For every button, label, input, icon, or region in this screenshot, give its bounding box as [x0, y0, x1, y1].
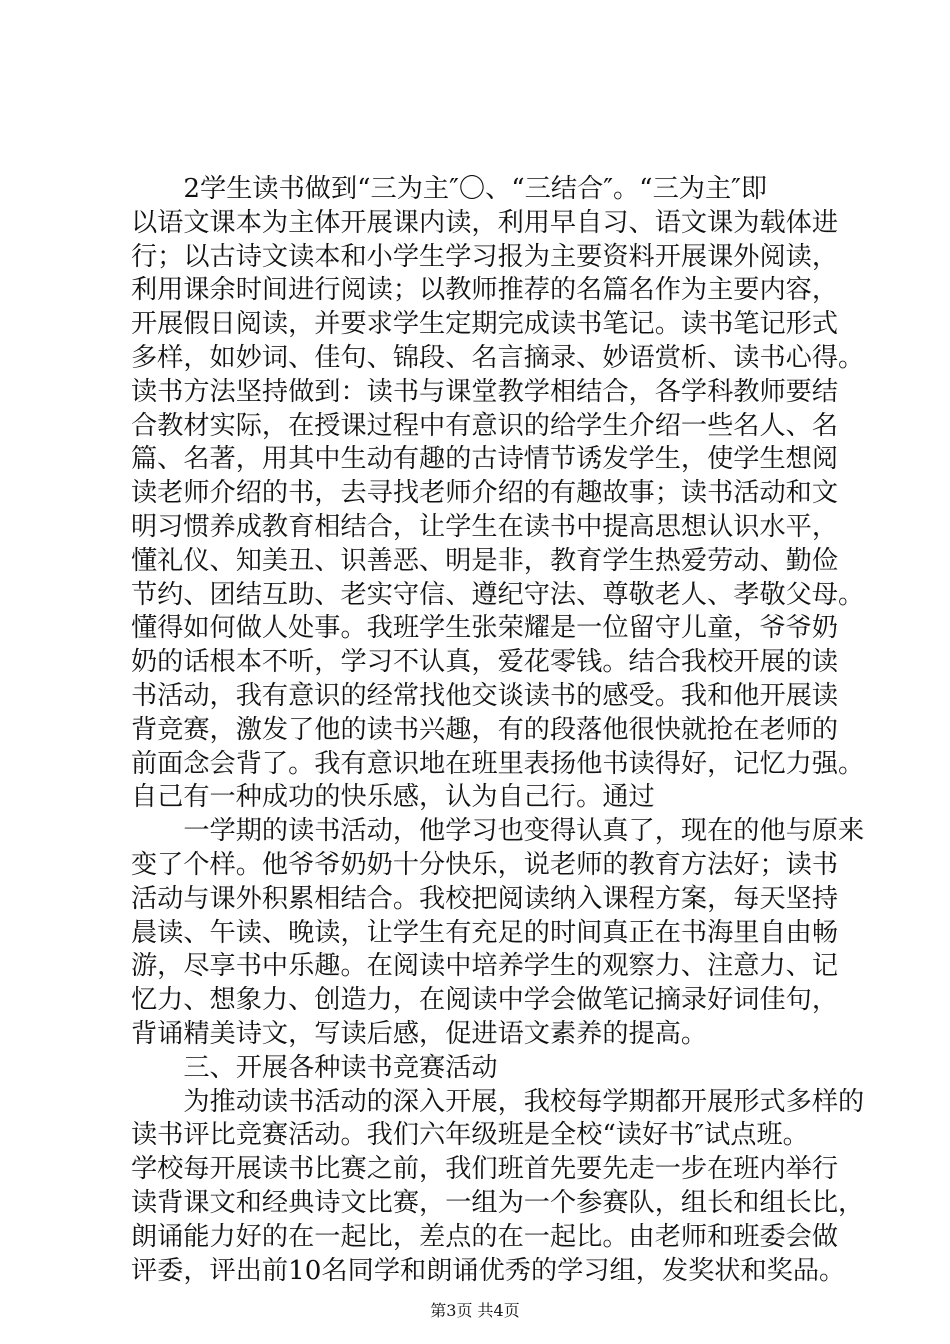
text-line: 读老师介绍的书，去寻找老师介绍的有趣故事；读书活动和文	[131, 478, 839, 509]
text-line: 朗诵能力好的在一起比，差点的在一起比。由老师和班委会做	[131, 1221, 839, 1252]
text-line: 前面念会背了。我有意识地在班里表扬他书读得好，记忆力强。	[131, 748, 865, 779]
text-line: 合教材实际，在授课过程中有意识的给学生介绍一些名人、名	[131, 410, 839, 441]
text-line: 活动与课外积累相结合。我校把阅读纳入课程方案，每天坚持	[131, 883, 839, 914]
text-line: 读背课文和经典诗文比赛，一组为一个参赛队，组长和组长比，	[131, 1187, 865, 1218]
text-line: 开展假日阅读，并要求学生定期完成读书笔记。读书笔记形式	[131, 309, 839, 340]
page-footer: 第3页 共4页	[430, 1301, 520, 1320]
text-line: 学校每开展读书比赛之前，我们班首先要先走一步在班内举行	[131, 1154, 839, 1185]
text-line: 2学生读书做到“三为主″〇、“三结合″。“三为主″即	[131, 174, 768, 204]
text-line: 晨读、午读、晚读，让学生有充足的时间真正在书海里自由畅	[131, 917, 839, 948]
text-line: 行；以古诗文读本和小学生学习报为主要资料开展课外阅读，	[131, 241, 839, 272]
text-line: 忆力、想象力、创造力，在阅读中学会做笔记摘录好词佳句，	[131, 985, 839, 1016]
text-line: 自己有一种成功的快乐感，认为自己行。通过	[131, 782, 655, 813]
text-line: 书活动，我有意识的经常找他交谈读书的感受。我和他开展读	[131, 680, 839, 711]
body-text	[131, 173, 865, 1288]
text-line: 奶的话根本不听，学习不认真，爱花零钱。结合我校开展的读	[131, 647, 839, 678]
text-line: 多样，如妙词、佳句、锦段、名言摘录、妙语赏析、读书心得。	[131, 342, 865, 373]
text-line: 读书评比竞赛活动。我们六年级班是全校“读好书″试点班。	[131, 1120, 809, 1151]
text-line: 懂礼仪、知美丑、识善恶、明是非，教育学生热爱劳动、勤俭	[131, 545, 839, 576]
text-line: 背诵精美诗文，写读后感，促进语文素养的提高。	[131, 1018, 708, 1049]
text-line: 读书方法坚持做到：读书与课堂教学相结合，各学科教师要结	[131, 376, 839, 407]
section-heading: 三、开展各种读书竞赛活动	[131, 1052, 498, 1083]
text-line: 利用课余时间进行阅读；以教师推荐的名篇名作为主要内容，	[131, 275, 839, 306]
text-line: 以语文课本为主体开展课内读，利用早自习、语文课为载体进	[131, 207, 839, 238]
text-line: 节约、团结互助、老实守信、遵纪守法、尊敬老人、孝敬父母。	[131, 579, 865, 610]
text-line: 为推动读书活动的深入开展，我校每学期都开展形式多样的	[131, 1086, 865, 1117]
text-line: 游，尽享书中乐趣。在阅读中培养学生的观察力、注意力、记	[131, 951, 839, 982]
text-line: 一学期的读书活动，他学习也变得认真了，现在的他与原来	[131, 816, 865, 847]
text-line: 变了个样。他爷爷奶奶十分快乐，说老师的教育方法好；读书	[131, 849, 839, 880]
text-line: 懂得如何做人处事。我班学生张荣耀是一位留守儿童，爷爷奶	[131, 613, 839, 644]
text-line: 篇、名著，用其中生动有趣的古诗情节诱发学生，使学生想阅	[131, 444, 839, 475]
text-line: 评委，评出前10名同学和朗诵优秀的学习组，发奖状和奖品。	[131, 1255, 846, 1286]
text-line: 背竞赛，激发了他的读书兴趣，有的段落他很快就抢在老师的	[131, 714, 839, 745]
text-line: 明习惯养成教育相结合，让学生在读书中提高思想认识水平，	[131, 511, 839, 542]
